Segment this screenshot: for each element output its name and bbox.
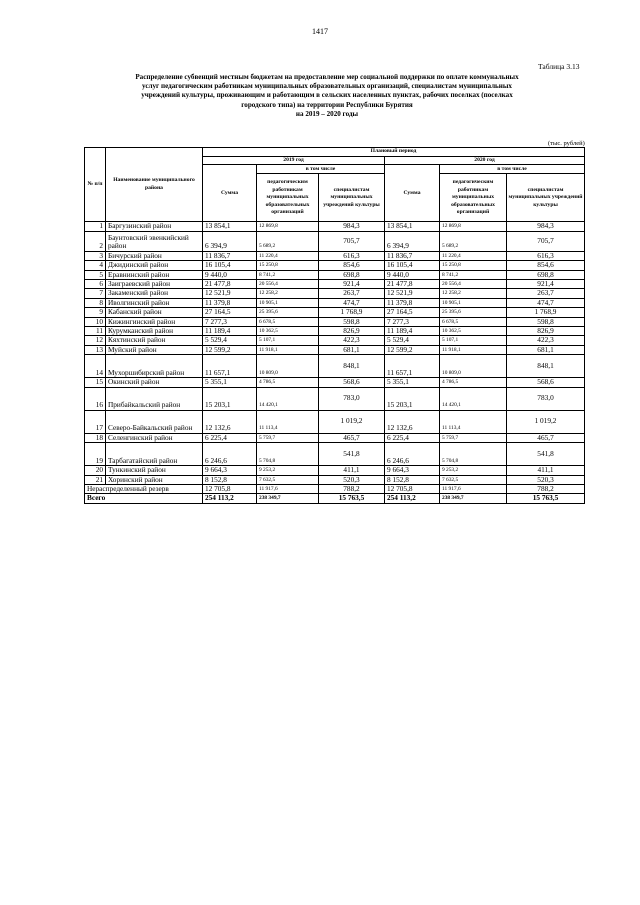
district-name: Селенгинский район (106, 433, 203, 442)
value-c1: 263,7 (319, 289, 385, 298)
value-c2: 681,1 (507, 345, 585, 354)
value-p1: 4 786,5 (257, 378, 319, 387)
value-s2: 16 105,4 (385, 261, 440, 270)
district-name: Бичурский район (106, 251, 203, 260)
value-c2: 854,6 (507, 261, 585, 270)
value-c2: 783,0 (507, 387, 585, 410)
row-number: 9 (85, 308, 106, 317)
value-s1: 5 529,4 (203, 336, 257, 345)
value-p2: 8 741,2 (440, 270, 507, 279)
value-p1: 5 704,8 (257, 443, 319, 466)
district-name: Закаменский район (106, 289, 203, 298)
value-p2: 4 786,5 (440, 378, 507, 387)
value-c1: 598,8 (319, 317, 385, 326)
value-s1: 9 664,3 (203, 466, 257, 475)
header-ped-2020: педагогическим работникам муниципальных образовательных организаций (440, 174, 507, 222)
value-s1: 11 379,8 (203, 298, 257, 307)
value-s1: 11 657,1 (203, 355, 257, 378)
value-p1: 10 362,5 (257, 327, 319, 336)
row-number: 1 (85, 222, 106, 231)
value-s2: 13 854,1 (385, 222, 440, 231)
row-label: Всего (85, 494, 203, 503)
value-s2: 5 529,4 (385, 336, 440, 345)
district-name: Кабанский район (106, 308, 203, 317)
table-row (85, 289, 585, 298)
value-s1: 27 164,5 (203, 308, 257, 317)
value-c2: 465,7 (507, 433, 585, 442)
value-s1: 5 355,1 (203, 378, 257, 387)
value-c1: 921,4 (319, 280, 385, 289)
row-number: 20 (85, 466, 106, 475)
table-row (85, 222, 585, 231)
value-p2: 20 556,4 (440, 280, 507, 289)
value-s1: 12 599,2 (203, 345, 257, 354)
value-c1: 848,1 (319, 355, 385, 378)
table-row (85, 433, 585, 442)
value-p2: 10 362,5 (440, 327, 507, 336)
value-p1: 5 107,1 (257, 336, 319, 345)
header-cul-2019: специалистам муниципальных учреждений культуры (319, 174, 385, 222)
value-p1: 12 869,8 (257, 222, 319, 231)
header-cul-2020: специалистам муниципальных учреждений культуры (507, 174, 585, 222)
table-row (85, 443, 585, 466)
header-year-2020: 2020 год (385, 157, 585, 165)
subvention-table (84, 147, 585, 504)
district-name: Еравнинский район (106, 270, 203, 279)
district-name: Баргузинский район (106, 222, 203, 231)
value-p1: 6 678,5 (257, 317, 319, 326)
value-s1: 21 477,8 (203, 280, 257, 289)
value-s2: 6 246,6 (385, 443, 440, 466)
title-line: услуг педагогическим работникам муниципальных образовательных организаций, специалистам муниципальных (142, 82, 512, 91)
value-s1: 12 132,6 (203, 410, 257, 433)
table-label: Таблица 3.13 (538, 62, 580, 71)
value-c1: 465,7 (319, 433, 385, 442)
district-name: Северо-Байкальский район (106, 410, 203, 433)
table-row (85, 466, 585, 475)
value-s2: 254 113,2 (385, 494, 440, 503)
value-c2: 263,7 (507, 289, 585, 298)
value-c1: 474,7 (319, 298, 385, 307)
row-number: 12 (85, 336, 106, 345)
value-s1: 16 105,4 (203, 261, 257, 270)
value-s1: 12 521,9 (203, 289, 257, 298)
value-p1: 14 420,1 (257, 387, 319, 410)
district-name: Мухоршибирский район (106, 355, 203, 378)
value-c1: 541,8 (319, 443, 385, 466)
value-s1: 15 203,1 (203, 387, 257, 410)
row-number: 10 (85, 317, 106, 326)
value-c2: 520,3 (507, 475, 585, 484)
row-number: 11 (85, 327, 106, 336)
value-p1: 20 556,4 (257, 280, 319, 289)
value-c2: 826,9 (507, 327, 585, 336)
value-c2: 698,8 (507, 270, 585, 279)
value-p1: 12 258,2 (257, 289, 319, 298)
value-p1: 11 918,1 (257, 345, 319, 354)
district-name: Прибайкальский район (106, 387, 203, 410)
value-p1: 9 253,2 (257, 466, 319, 475)
title-line: Распределение субвенций местным бюджетам на предоставление мер социальной поддержки по оплате коммунальных (135, 73, 519, 81)
district-name: Заиграевский район (106, 280, 203, 289)
value-s2: 11 189,4 (385, 327, 440, 336)
value-p2: 10 809,0 (440, 355, 507, 378)
value-c2: 15 763,5 (507, 494, 585, 503)
row-number: 3 (85, 251, 106, 260)
value-c1: 411,1 (319, 466, 385, 475)
header-name: Наименование муниципального района (106, 148, 203, 222)
header-ped-2019: педагогическим работникам муниципальных образовательных организаций (257, 174, 319, 222)
table-row (85, 475, 585, 484)
row-number: 7 (85, 289, 106, 298)
value-p1: 8 741,2 (257, 270, 319, 279)
header-sum-2019: Сумма (203, 165, 257, 222)
value-c2: 411,1 (507, 466, 585, 475)
value-s1: 12 705,8 (203, 484, 257, 493)
header-number: № п/п (85, 148, 106, 222)
district-name: Тарбагатайский район (106, 443, 203, 466)
value-s2: 9 664,3 (385, 466, 440, 475)
table-row (85, 336, 585, 345)
district-name: Кижингинский район (106, 317, 203, 326)
table-row (85, 378, 585, 387)
row-number: 18 (85, 433, 106, 442)
value-c1: 616,3 (319, 251, 385, 260)
value-s1: 7 277,3 (203, 317, 257, 326)
value-p2: 10 905,1 (440, 298, 507, 307)
header-year-2019: 2019 год (203, 157, 385, 165)
value-s2: 6 394,9 (385, 231, 440, 251)
value-c1: 568,6 (319, 378, 385, 387)
value-s2: 12 599,2 (385, 345, 440, 354)
table-row (85, 261, 585, 270)
value-s2: 21 477,8 (385, 280, 440, 289)
header-incl-2020: в том числе (440, 165, 585, 174)
table-row (85, 355, 585, 378)
header-incl-2019: в том числе (257, 165, 385, 174)
page-number: 1417 (312, 27, 328, 36)
value-p1: 7 632,5 (257, 475, 319, 484)
table-row (85, 345, 585, 354)
value-s2: 12 705,8 (385, 484, 440, 493)
value-p2: 14 420,1 (440, 387, 507, 410)
value-s2: 27 164,5 (385, 308, 440, 317)
value-c2: 541,8 (507, 443, 585, 466)
value-p2: 25 395,6 (440, 308, 507, 317)
value-c1: 520,3 (319, 475, 385, 484)
value-c1: 705,7 (319, 231, 385, 251)
value-s2: 7 277,3 (385, 317, 440, 326)
value-c2: 616,3 (507, 251, 585, 260)
title-line: учреждений культуры, проживающим и работающим в сельских населенных пунктах, рабочих поселках (поселках (141, 91, 513, 100)
value-s1: 6 246,6 (203, 443, 257, 466)
value-p1: 11 917,6 (257, 484, 319, 493)
value-s1: 254 113,2 (203, 494, 257, 503)
value-s1: 13 854,1 (203, 222, 257, 231)
value-s2: 11 657,1 (385, 355, 440, 378)
title-line: городского типа) на территории Республики Бурятия (241, 100, 413, 109)
value-c2: 598,8 (507, 317, 585, 326)
district-name: Баунтовский эвенкийский район (106, 231, 203, 251)
value-c2: 705,7 (507, 231, 585, 251)
value-c1: 1 768,9 (319, 308, 385, 317)
district-name: Кяхтинский район (106, 336, 203, 345)
value-s1: 6 225,4 (203, 433, 257, 442)
document-title (92, 73, 562, 119)
value-p1: 238 349,7 (257, 494, 319, 503)
row-number: 13 (85, 345, 106, 354)
value-c1: 1 019,2 (319, 410, 385, 433)
row-number: 15 (85, 378, 106, 387)
value-p2: 15 250,8 (440, 261, 507, 270)
value-c2: 788,2 (507, 484, 585, 493)
value-p2: 5 759,7 (440, 433, 507, 442)
value-c2: 474,7 (507, 298, 585, 307)
value-s1: 11 189,4 (203, 327, 257, 336)
value-p1: 11 220,4 (257, 251, 319, 260)
row-number: 8 (85, 298, 106, 307)
value-c1: 826,9 (319, 327, 385, 336)
district-name: Муйский район (106, 345, 203, 354)
units-note: (тыс. рублей) (548, 140, 585, 147)
row-number: 4 (85, 261, 106, 270)
value-p2: 12 869,8 (440, 222, 507, 231)
row-label: Нераспределенный резерв (85, 484, 203, 493)
total-row (85, 494, 585, 503)
value-c2: 1 019,2 (507, 410, 585, 433)
value-p2: 5 689,2 (440, 231, 507, 251)
value-s1: 11 836,7 (203, 251, 257, 260)
value-p1: 5 689,2 (257, 231, 319, 251)
value-c2: 921,4 (507, 280, 585, 289)
table-row (85, 410, 585, 433)
row-number: 17 (85, 410, 106, 433)
value-s2: 15 203,1 (385, 387, 440, 410)
value-p1: 15 250,8 (257, 261, 319, 270)
value-p1: 11 113,4 (257, 410, 319, 433)
value-s2: 6 225,4 (385, 433, 440, 442)
row-number: 21 (85, 475, 106, 484)
value-p2: 11 220,4 (440, 251, 507, 260)
header-planned-period: Плановый период (203, 148, 585, 157)
value-c2: 848,1 (507, 355, 585, 378)
title-line: на 2019 – 2020 годы (295, 109, 359, 118)
district-name: Окинский район (106, 378, 203, 387)
value-c2: 984,3 (507, 222, 585, 231)
value-p1: 5 759,7 (257, 433, 319, 442)
value-c1: 783,0 (319, 387, 385, 410)
value-p2: 11 113,4 (440, 410, 507, 433)
value-c1: 15 763,5 (319, 494, 385, 503)
row-number: 14 (85, 355, 106, 378)
row-number: 19 (85, 443, 106, 466)
value-s1: 8 152,8 (203, 475, 257, 484)
district-name: Иволгинский район (106, 298, 203, 307)
district-name: Джидинский район (106, 261, 203, 270)
value-p1: 10 809,0 (257, 355, 319, 378)
value-s2: 12 132,6 (385, 410, 440, 433)
value-p2: 7 632,5 (440, 475, 507, 484)
value-p2: 6 678,5 (440, 317, 507, 326)
district-name: Хоринский район (106, 475, 203, 484)
table-header (85, 148, 585, 222)
value-c2: 422,3 (507, 336, 585, 345)
value-p2: 11 918,1 (440, 345, 507, 354)
row-number: 6 (85, 280, 106, 289)
value-p1: 10 905,1 (257, 298, 319, 307)
row-number: 16 (85, 387, 106, 410)
value-c1: 681,1 (319, 345, 385, 354)
value-c2: 1 768,9 (507, 308, 585, 317)
table-body (85, 222, 585, 503)
row-number: 2 (85, 231, 106, 251)
value-s2: 11 836,7 (385, 251, 440, 260)
reserve-row (85, 484, 585, 493)
header-sum-2020: Сумма (385, 165, 440, 222)
value-p2: 5 704,8 (440, 443, 507, 466)
value-s2: 12 521,9 (385, 289, 440, 298)
district-name: Тункинский район (106, 466, 203, 475)
table-row (85, 231, 585, 251)
value-s2: 9 440,0 (385, 270, 440, 279)
table-row (85, 308, 585, 317)
value-p1: 25 395,6 (257, 308, 319, 317)
value-c1: 788,2 (319, 484, 385, 493)
table-row (85, 387, 585, 410)
district-name: Курумканский район (106, 327, 203, 336)
value-p2: 9 253,2 (440, 466, 507, 475)
value-p2: 11 917,6 (440, 484, 507, 493)
value-s1: 9 440,0 (203, 270, 257, 279)
value-p2: 12 258,2 (440, 289, 507, 298)
value-s2: 5 355,1 (385, 378, 440, 387)
value-s2: 11 379,8 (385, 298, 440, 307)
value-p2: 238 349,7 (440, 494, 507, 503)
value-s2: 8 152,8 (385, 475, 440, 484)
value-c1: 422,3 (319, 336, 385, 345)
value-s1: 6 394,9 (203, 231, 257, 251)
value-c1: 984,3 (319, 222, 385, 231)
value-p2: 5 107,1 (440, 336, 507, 345)
value-c1: 698,8 (319, 270, 385, 279)
value-c2: 568,6 (507, 378, 585, 387)
value-c1: 854,6 (319, 261, 385, 270)
row-number: 5 (85, 270, 106, 279)
